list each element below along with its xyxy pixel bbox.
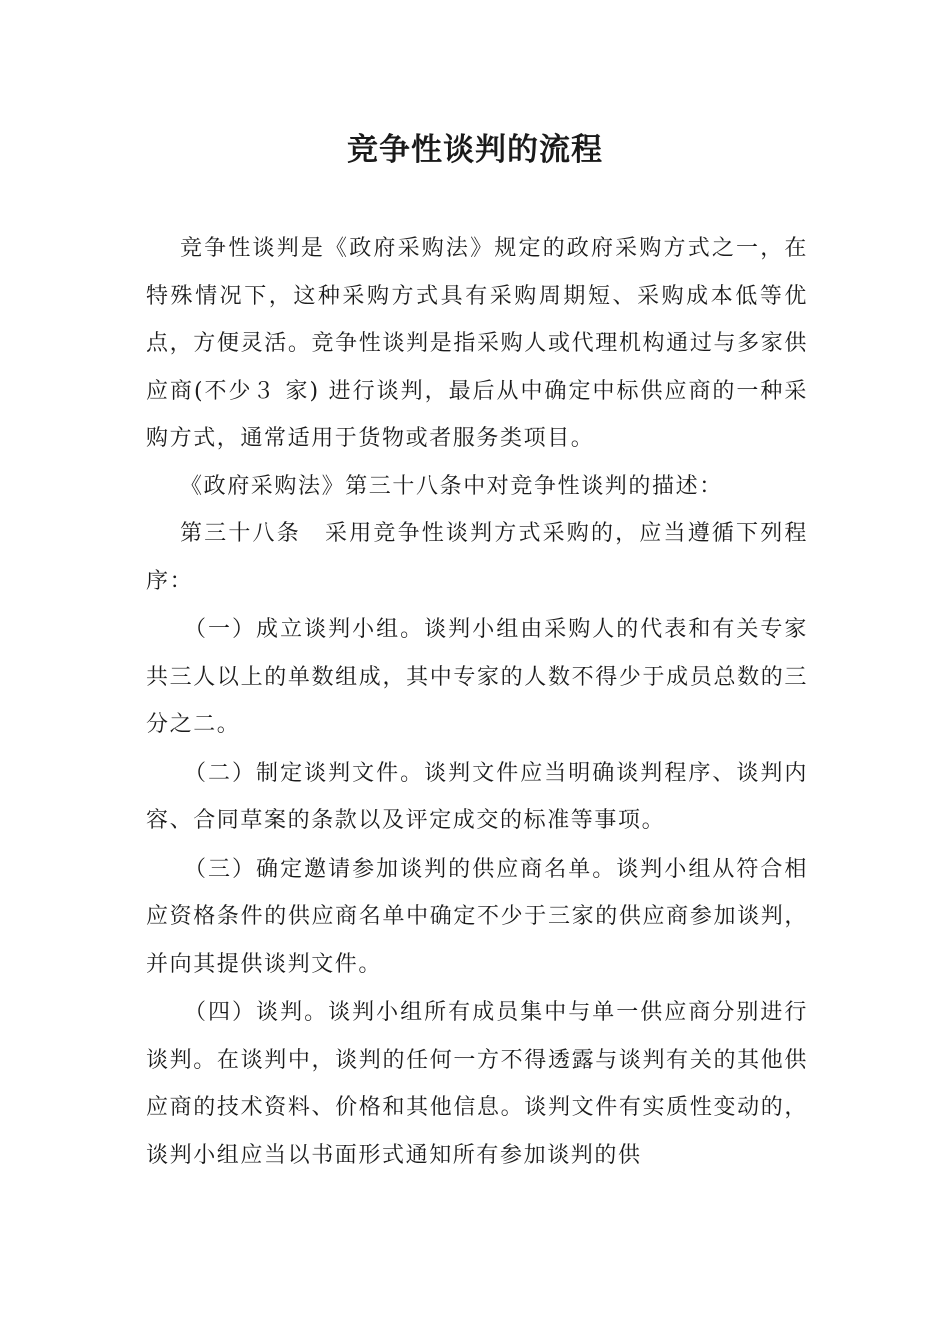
document-title: 竞争性谈判的流程 xyxy=(347,132,603,168)
procedure-item-3: （三）确定邀请参加谈判的供应商名单。谈判小组从符合相应资格条件的供应商名单中确定不少于三家的供应商参加谈判，并向其提供谈判文件。 xyxy=(146,856,808,977)
procedure-item-2: （二）制定谈判文件。谈判文件应当明确谈判程序、谈判内容、合同草案的条款以及评定成交的标准等事项。 xyxy=(146,760,808,833)
intro-paragraph: 竞争性谈判是《政府采购法》规定的政府采购方式之一，在特殊情况下，这种采购方式具有采购周期短、采购成本低等优点，方便灵活。竞争性谈判是指采购人或代理机构通过与多家供应商(不少３ 家) 进行谈判，最后从中确定中标供应商的一种采购方式，通常适用于货物或者服务类项目。 xyxy=(146,236,808,451)
article-38-paragraph: 第三十八条 采用竞争性谈判方式采购的，应当遵循下列程序： xyxy=(146,521,808,594)
procedure-item-1: （一）成立谈判小组。谈判小组由采购人的代表和有关专家共三人以上的单数组成，其中专家的人数不得少于成员总数的三分之二。 xyxy=(146,617,808,737)
law-reference-paragraph: 《政府采购法》第三十八条中对竞争性谈判的描述： xyxy=(180,473,723,499)
procedure-item-4: （四）谈判。谈判小组所有成员集中与单一供应商分别进行谈判。在谈判中，谈判的任何一方不得透露与谈判有关的其他供应商的技术资料、价格和其他信息。谈判文件有实质性变动的，谈判小组应当以书面形式通知所有参加谈判的供 xyxy=(146,1000,808,1168)
document-body xyxy=(146,225,808,1179)
